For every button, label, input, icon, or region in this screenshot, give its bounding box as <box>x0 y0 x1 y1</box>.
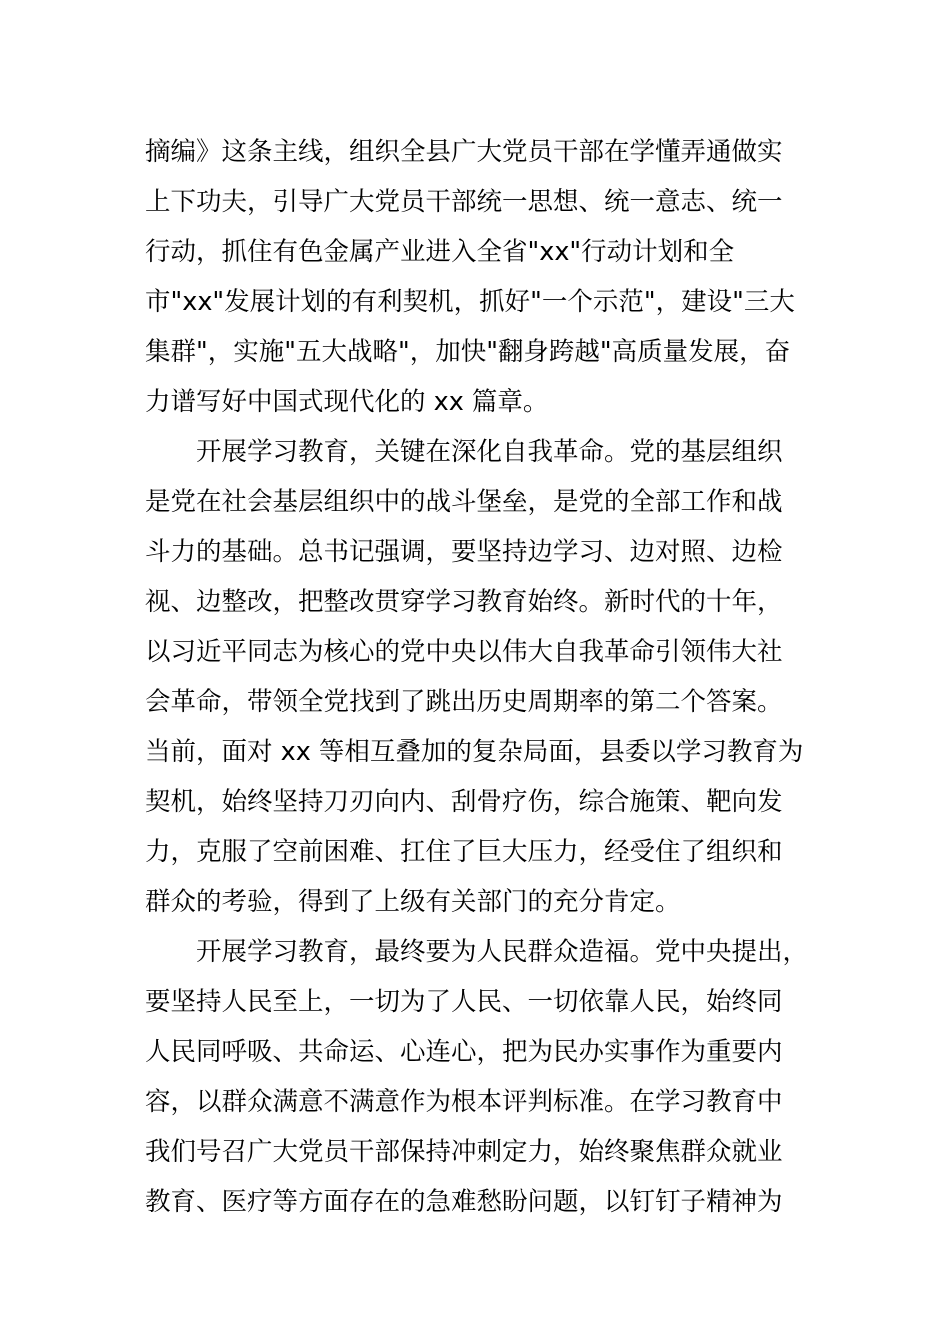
text-line: 摘编》这条主线，组织全县广大党员干部在学懂弄通做实 <box>145 137 783 167</box>
text-line: 当前，面对 xx 等相互叠加的复杂局面，县委以学习教育为 <box>145 737 804 767</box>
text-line: 行动，抓住有色金属产业进入全省"xx"行动计划和全 <box>145 237 735 267</box>
text-line: 集群"，实施"五大战略"，加快"翻身跨越"高质量发展，奋 <box>145 337 791 367</box>
text-line: 契机，始终坚持刀刃向内、刮骨疗伤，综合施策、靶向发 <box>145 787 783 817</box>
text-line: 斗力的基础。总书记强调，要坚持边学习、边对照、边检 <box>145 537 783 567</box>
text-line: 教育、医疗等方面存在的急难愁盼问题，以钉钉子精神为 <box>145 1187 783 1217</box>
text-line: 要坚持人民至上，一切为了人民、一切依靠人民，始终同 <box>145 987 783 1017</box>
text-line: 上下功夫，引导广大党员干部统一思想、统一意志、统一 <box>145 187 783 217</box>
document-body <box>145 127 825 1227</box>
text-line: 人民同呼吸、共命运、心连心，把为民办实事作为重要内 <box>145 1037 783 1067</box>
text-line: 力谱写好中国式现代化的 xx 篇章。 <box>145 387 549 417</box>
text-line: 视、边整改，把整改贯穿学习教育始终。新时代的十年， <box>145 587 783 617</box>
text-line: 以习近平同志为核心的党中央以伟大自我革命引领伟大社 <box>145 637 783 667</box>
paragraph-first-line: 开展学习教育，最终要为人民群众造福。党中央提出， <box>196 937 809 967</box>
text-line: 是党在社会基层组织中的战斗堡垒，是党的全部工作和战 <box>145 487 783 517</box>
text-line: 容，以群众满意不满意作为根本评判标准。在学习教育中 <box>145 1087 783 1117</box>
text-line: 市"xx"发展计划的有利契机，抓好"一个示范"，建设"三大 <box>145 287 795 317</box>
text-line: 力，克服了空前困难、扛住了巨大压力，经受住了组织和 <box>145 837 783 867</box>
text-line: 我们号召广大党员干部保持冲刺定力，始终聚焦群众就业 <box>145 1137 783 1167</box>
text-line: 会革命，带领全党找到了跳出历史周期率的第二个答案。 <box>145 687 783 717</box>
paragraph-first-line: 开展学习教育，关键在深化自我革命。党的基层组织 <box>196 437 783 467</box>
text-line: 群众的考验，得到了上级有关部门的充分肯定。 <box>145 887 681 917</box>
